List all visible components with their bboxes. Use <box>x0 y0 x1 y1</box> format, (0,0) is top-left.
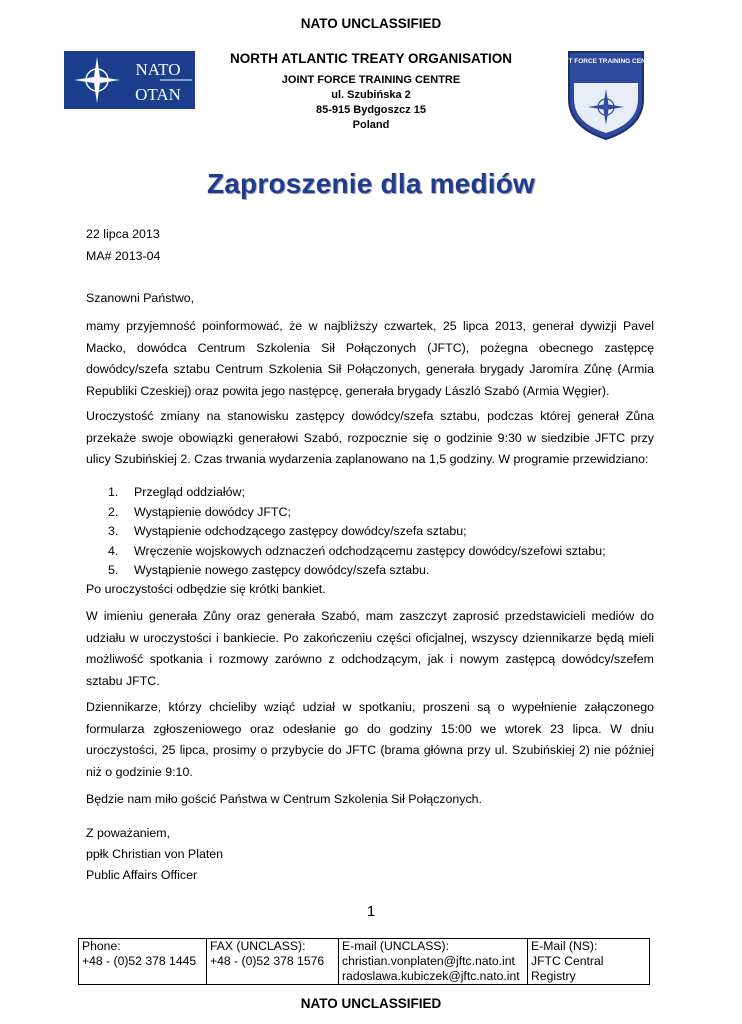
list-item <box>108 522 606 542</box>
list-number: 4. <box>108 543 119 558</box>
list-number: 3. <box>108 524 119 538</box>
phone-number: +48 - (0)52 378 1445 <box>82 954 197 968</box>
list-text: Przegląd oddziałów; <box>134 485 245 499</box>
paragraph-5: Dziennikarze, którzy chcieliby wziąć udział w spotkaniu, proszeni są o wypełnienie załączonego formularza zgłoszeniowego oraz odesłanie go do godziny 15:00 we wtorek 23 lipca. W dniu uroczystości, 25 lipca, prosimy o przybycie do JFTC (brama główna przy ul. Szubińskiej 2) nie później niż o godzinie 9:10. <box>86 700 654 779</box>
list-item <box>108 561 606 581</box>
list-item <box>108 483 606 503</box>
list-text: Wystąpienie odchodzącego zastępcy dowódcy/szefa sztabu; <box>134 524 467 538</box>
fax-number: +48 - (0)52 378 1576 <box>210 954 325 968</box>
ns-email-line-2: Registry <box>531 969 576 983</box>
email-address-1[interactable]: christian.vonplaten@jftc.nato.int <box>342 954 515 968</box>
ns-email-cell <box>528 939 650 985</box>
phone-cell <box>79 939 207 985</box>
fax-label: FAX (UNCLASS): <box>210 939 306 953</box>
phone-label: Phone: <box>82 939 121 953</box>
list-item <box>108 503 606 523</box>
logo-text-nato: NATO <box>135 60 181 79</box>
classification-top: NATO UNCLASSIFIED <box>300 16 442 31</box>
table-row <box>79 939 650 985</box>
list-text: Wystąpienie nowego zastępcy dowódcy/szefa sztabu. <box>134 563 430 577</box>
address-city: 85-915 Bydgoszcz 15 <box>315 104 427 116</box>
email-cell <box>339 939 528 985</box>
page-number: 1 <box>366 903 376 920</box>
program-list <box>108 483 606 581</box>
signer-name: ppłk Christian von Platen <box>86 847 224 861</box>
document-reference: MA# 2013-04 <box>86 249 161 263</box>
fax-cell <box>207 939 339 985</box>
signer-title: Public Affairs Officer <box>86 868 198 882</box>
paragraph-4: W imieniu generała Zůny oraz generała Szabó, mam zaszczyt zaprosić przedstawicieli mediów do udziału w uroczystości i bankiecie. Po zakończeniu części oficjalnej, wszyscy dziennikarze będą mieli możliwość spotkania i rozmowy zarówno z odchodzącym, jak i nowym zastępcą dowódcy/szefem sztabu JFTC. <box>86 609 654 688</box>
badge-text: JOINT FORCE TRAINING CENTRE <box>553 58 659 65</box>
list-item <box>108 542 606 562</box>
document-date: 22 lipca 2013 <box>86 227 160 241</box>
paragraph-6: Będzie nam miło gościć Państwa w Centrum Szkolenia Sił Połączonych. <box>86 792 482 806</box>
email-label: E-mail (UNCLASS): <box>342 939 449 953</box>
paragraph-1: mamy przyjemność poinformować, że w najbliższy czwartek, 25 lipca 2013, generał dywizji Pavel Macko, dowódca Centrum Szkolenia Sił Połączonych (JFTC), pożegna obecnego zastępcę dowódcy/szefa sztabu Centrum Szkolenia Sił Połączonych, generała brygady Jaromíra Zůnę (Armia Republiki Czeskiej) oraz powita jego następcę, generała brygady László Szabó (Armia Węgier). <box>86 319 654 398</box>
ns-email-line-1: JFTC Central <box>531 954 604 968</box>
logo-text-otan: OTAN <box>135 85 181 104</box>
contact-table <box>78 938 650 985</box>
list-number: 2. <box>108 504 119 519</box>
email-address-2[interactable]: radoslawa.kubiczek@jftc.nato.int <box>342 969 520 983</box>
document-title: Zaproszenie dla mediów <box>206 168 536 199</box>
centre-name: JOINT FORCE TRAINING CENTRE <box>281 74 461 86</box>
address-country: Poland <box>352 119 390 131</box>
list-number: 5. <box>108 563 119 577</box>
address-street: ul. Szubińska 2 <box>331 89 411 101</box>
classification-bottom: NATO UNCLASSIFIED <box>300 996 442 1011</box>
ns-email-label: E-Mail (NS): <box>531 939 598 953</box>
jftc-badge <box>553 49 659 141</box>
salutation: Szanowni Państwo, <box>86 291 195 305</box>
closing: Z poważaniem, <box>86 826 171 840</box>
list-text: Wręczenie wojskowych odznaczeń odchodzącemu zastępcy dowódcy/szefowi sztabu; <box>134 543 606 558</box>
list-text: Wystąpienie dowódcy JFTC; <box>134 504 291 519</box>
paragraph-3: Po uroczystości odbędzie się krótki bankiet. <box>86 582 326 596</box>
paragraph-2: Uroczystość zmiany na stanowisku zastępcy dowódcy/szefa sztabu, podczas której generał Zůna przekaże swoje obowiązki generałowi Szabó, rozpocznie się o godzinie 9:30 w siedzibie JFTC przy ulicy Szubińskiej 2. Czas trwania wydarzenia zaplanowano na 1,5 godziny. W programie przewidziano: <box>86 409 654 466</box>
list-number: 1. <box>108 485 119 499</box>
organisation-name: NORTH ATLANTIC TREATY ORGANISATION <box>230 51 512 66</box>
